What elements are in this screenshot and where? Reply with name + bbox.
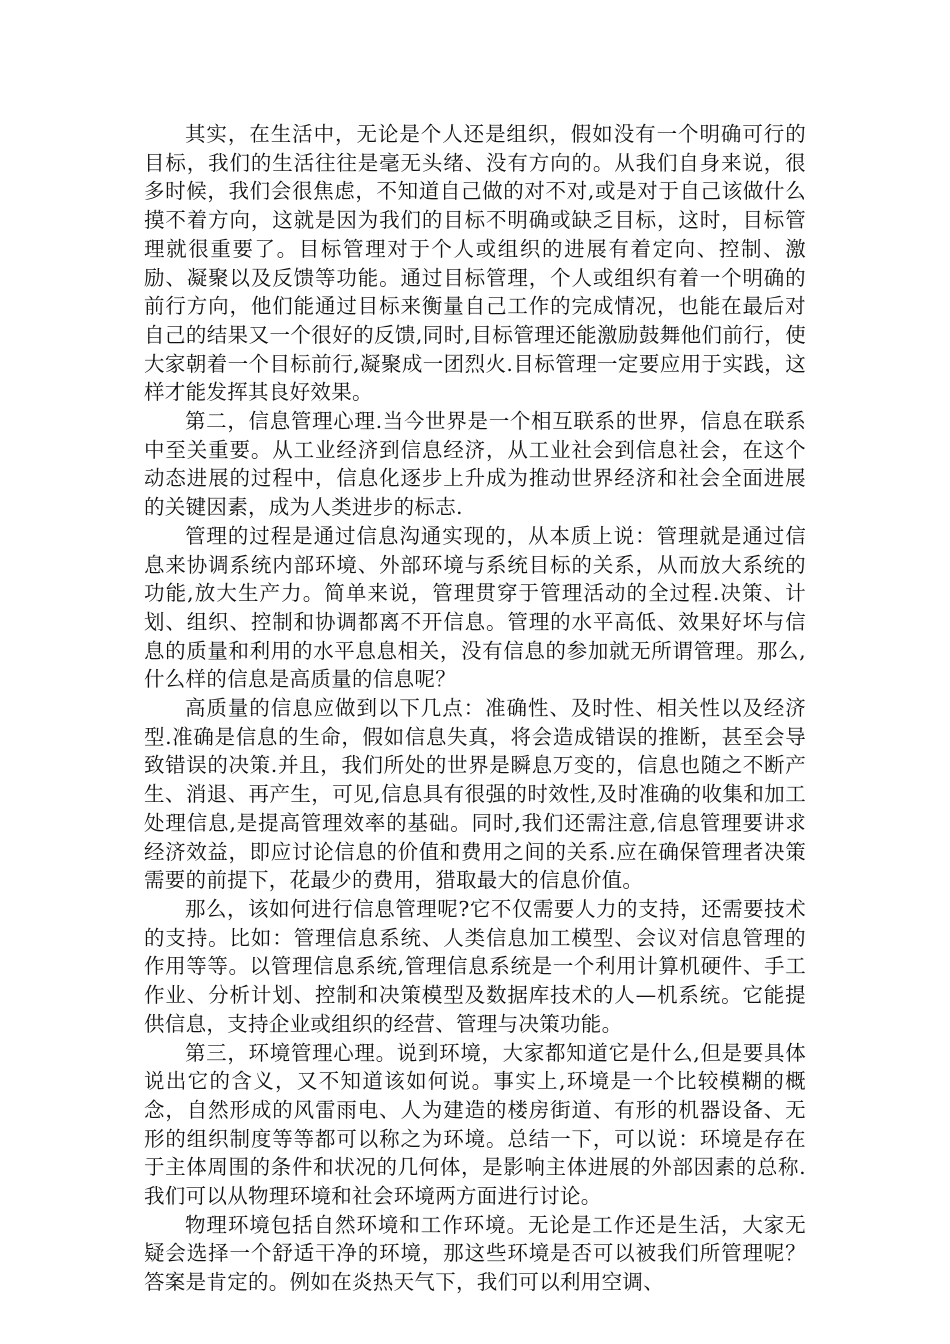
paragraph-information-psychology: 第二，信息管理心理.当今世界是一个相互联系的世界，信息在联系中至关重要。从工业经济到信息经济，从工业社会到信息社会，在这个动态进展的过程中，信息化逐步上升成为推动世界经济和社会全面进展的关键因素，成为人类进步的标志.	[144, 409, 806, 520]
paragraph-environment-psychology: 第三，环境管理心理。说到环境，大家都知道它是什么,但是要具体说出它的含义，又不知道该如何说。事实上,环境是一个比较模糊的概念，自然形成的风雷雨电、人为建造的楼房街道、有形的机器设备、无形的组织制度等等都可以称之为环境。总结一下，可以说：环境是存在于主体周围的条件和状况的几何体，是影响主体进展的外部因素的总称.我们可以从物理环境和社会环境两方面进行讨论。	[144, 1040, 806, 1209]
paragraph-goal-management: 其实，在生活中，无论是个人还是组织，假如没有一个明确可行的目标，我们的生活往往是毫无头绪、没有方向的。从我们自身来说，很多时候，我们会很焦虑，不知道自己做的对不对,或是对于自己该做什么摸不着方向，这就是因为我们的目标不明确或缺乏目标，这时，目标管理就很重要了。目标管理对于个人或组织的进展有着定向、控制、激励、凝聚以及反馈等功能。通过目标管理，个人或组织有着一个明确的前行方向，他们能通过目标来衡量自己工作的完成情况，也能在最后对自己的结果又一个很好的反馈,同时,目标管理还能激励鼓舞他们前行，使大家朝着一个目标前行,凝聚成一团烈火.目标管理一定要应用于实践，这样才能发挥其良好效果。	[144, 122, 806, 405]
paragraph-information-quality: 高质量的信息应做到以下几点：准确性、及时性、相关性以及经济型.准确是信息的生命，假如信息失真，将会造成错误的推断，甚至会导致错误的决策.并且，我们所处的世界是瞬息万变的，信息也随之不断产生、消退、再产生，可见,信息具有很强的时效性,及时准确的收集和加工处理信息,是提高管理效率的基础。同时,我们还需注意,信息管理要讲求经济效益，即应讨论信息的价值和费用之间的关系.应在确保管理者决策需要的前提下，花最少的费用，猎取最大的信息价值。	[144, 696, 806, 893]
document-body	[144, 120, 806, 1297]
paragraph-information-management-methods: 那么，该如何进行信息管理呢?它不仅需要人力的支持，还需要技术的支持。比如：管理信息系统、人类信息加工模型、会议对信息管理的作用等等。以管理信息系统,管理信息系统是一个利用计算机硬件、手工作业、分析计划、控制和决策模型及数据库技术的人—机系统。它能提供信息，支持企业或组织的经营、管理与决策功能。	[144, 896, 806, 1036]
paragraph-management-process: 管理的过程是通过信息沟通实现的，从本质上说：管理就是通过信息来协调系统内部环境、外部环境与系统目标的关系，从而放大系统的功能,放大生产力。简单来说，管理贯穿于管理活动的全过程.决策、计划、组织、控制和协调都离不开信息。管理的水平高低、效果好坏与信息的质量和利用的水平息息相关，没有信息的参加就无所谓管理。那么,什么样的信息是高质量的信息呢？	[144, 523, 806, 692]
paragraph-physical-environment: 物理环境包括自然环境和工作环境。无论是工作还是生活，大家无疑会选择一个舒适干净的环境，那这些环境是否可以被我们所管理呢？答案是肯定的。例如在炎热天气下，我们可以利用空调、	[144, 1212, 806, 1295]
